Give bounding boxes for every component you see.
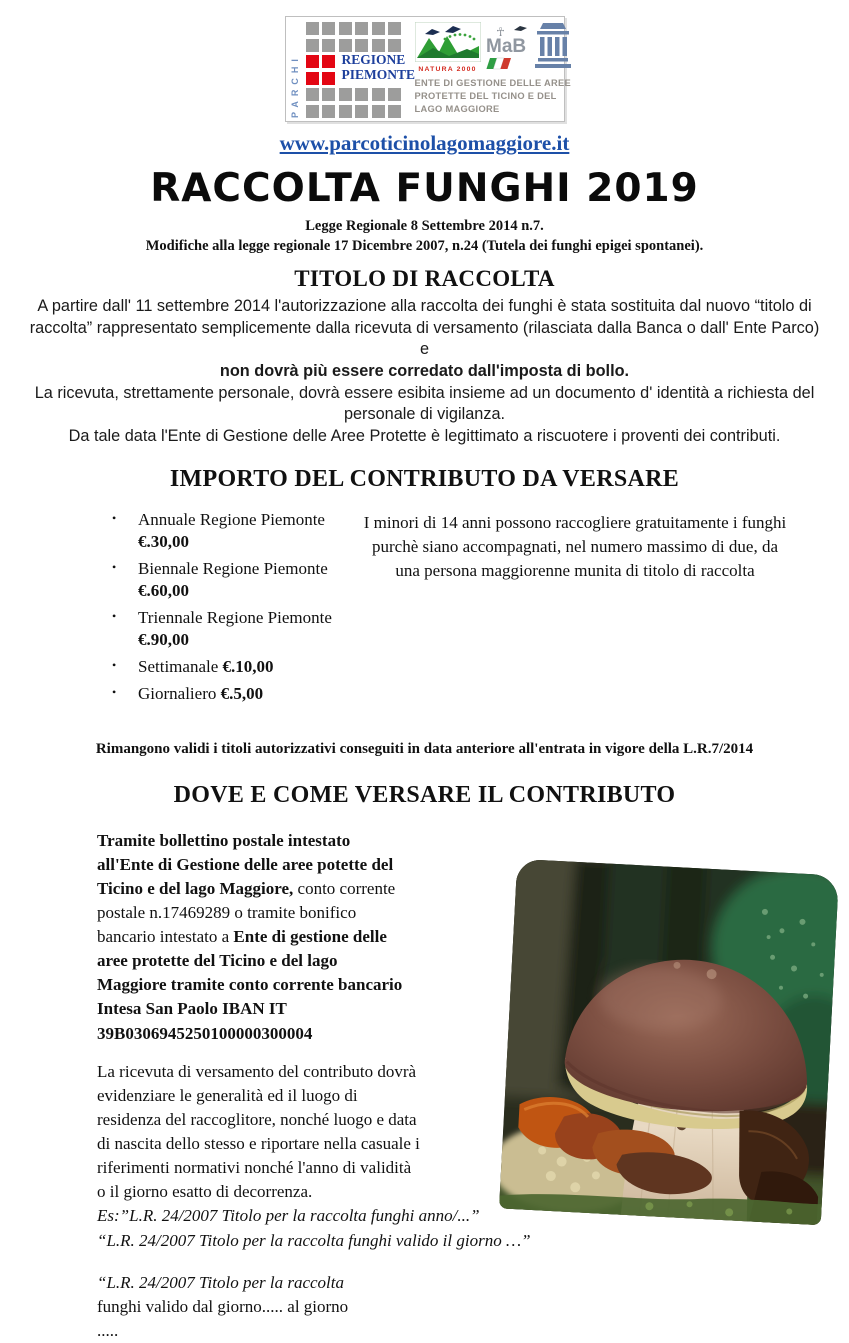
ente-line2: PROTETTE DEL TICINO E DEL xyxy=(414,91,557,101)
grid-square xyxy=(388,105,401,118)
example-line-5: ..... xyxy=(97,1320,119,1340)
grid-square xyxy=(322,55,335,68)
grid-square xyxy=(322,39,335,52)
grid-square xyxy=(322,105,335,118)
parchi-text: PARCHI xyxy=(289,54,300,118)
grid-square xyxy=(306,88,319,101)
grid-square xyxy=(355,88,368,101)
fee-price: €.30,00 xyxy=(138,531,189,551)
grid-square xyxy=(306,39,319,52)
bullet-icon: • xyxy=(112,609,117,624)
grid-square xyxy=(372,22,385,35)
pay-bold-2: Ente di gestione delle aree protette del Ticino e del lago Maggiore tramite conto corrente bancario Intesa San Paolo IBAN IT 39B0306945250100000300004 xyxy=(97,927,403,1043)
importo-columns xyxy=(0,509,849,711)
svg-text:☥: ☥ xyxy=(495,25,505,39)
grid-square xyxy=(339,88,352,101)
grid-square xyxy=(339,22,352,35)
natura-2000-logo xyxy=(415,22,481,73)
payment-paragraph-1 xyxy=(97,829,407,1046)
natura-2000-label: NATURA 2000 xyxy=(418,66,477,73)
grid-square xyxy=(306,105,319,118)
grid-square xyxy=(372,39,385,52)
page-title: RACCOLTA FUNGHI 2019 xyxy=(150,166,699,211)
minors-note: I minori di 14 anni possono raccogliere gratuitamente i funghi purchè siano accompagnati, nel numero massimo di due, da una persona maggiorenne munita di titolo di raccolta xyxy=(363,512,787,581)
section-heading-dove: DOVE E COME VERSARE IL CONTRIBUTO xyxy=(173,781,676,808)
grid-square xyxy=(355,105,368,118)
grid-square xyxy=(388,22,401,35)
grid-square xyxy=(355,39,368,52)
bullet-icon: • xyxy=(112,560,117,575)
natura-2000-icon xyxy=(415,22,481,62)
grid-square xyxy=(322,88,335,101)
example-line-1: Es:”L.R. 24/2007 Titolo per la raccolta funghi anno/...” xyxy=(97,1206,480,1226)
pay-normal: conto corrente postale n.17469289 o tramite bonifico bancario intestato a xyxy=(97,878,396,947)
law-reference xyxy=(0,217,849,256)
titolo-intro: A partire dall' 11 settembre 2014 l'autorizzazione alla raccolta dei funghi è stata sostituita dal nuovo “titolo di raccolta” rappresentato semplicemente dalla ricevuta di versamento (rilasciata dalla Banca o dall' Ente Parco) e xyxy=(29,297,820,359)
ente-line1: ENTE DI GESTIONE DELLE AREE xyxy=(414,78,572,88)
fee-label: Triennale Regione Piemonte xyxy=(138,608,332,628)
document-page xyxy=(0,16,849,1340)
logo-right-cluster xyxy=(415,22,572,116)
grid-square xyxy=(339,39,352,52)
parchi-vertical-label xyxy=(289,22,306,118)
mushroom-illustration xyxy=(499,858,839,1224)
fee-price: €.10,00 xyxy=(222,657,274,677)
grid-square xyxy=(372,105,385,118)
fee-item-triennale xyxy=(112,607,360,651)
regione-line1: REGIONE xyxy=(341,52,406,67)
section-heading-titolo: TITOLO DI RACCOLTA xyxy=(294,266,555,292)
fee-label: Annuale Regione Piemonte xyxy=(138,509,325,529)
ente-line3: LAGO MAGGIORE xyxy=(414,104,500,114)
titolo-paragraph xyxy=(29,296,821,448)
regione-piemonte-wordmark xyxy=(341,52,416,82)
fee-item-giornaliero xyxy=(112,683,360,705)
section-heading-importo: IMPORTO DEL CONTRIBUTO DA VERSARE xyxy=(169,465,680,492)
payment-paragraph-3 xyxy=(97,1271,407,1343)
grid-square xyxy=(355,22,368,35)
payment-instructions xyxy=(97,829,531,1343)
fee-label: Settimanale xyxy=(138,657,219,677)
logo-row xyxy=(415,22,572,74)
park-authority-logo xyxy=(285,16,572,122)
example-line-3: “L.R. 24/2007 Titolo per la raccolta xyxy=(97,1272,344,1292)
fee-list xyxy=(0,509,360,711)
titolo-line2: La ricevuta, strettamente personale, dovrà essere esibita insieme ad un documento d' identità a richiesta del personale di vigilanza. xyxy=(34,383,815,424)
titolo-bold-line: non dovrà più essere corredato dall'imposta di bollo. xyxy=(219,362,630,381)
validity-note: Rimangono validi i titoli autorizzativi conseguiti in data anteriore all'entrata in vigore della L.R.7/2014 xyxy=(95,740,754,757)
titolo-line3: Da tale data l'Ente di Gestione delle Aree Protette è legittimato a riscuotere i proventi dei contributi. xyxy=(68,427,781,446)
grid-square xyxy=(339,105,352,118)
fee-price: €.90,00 xyxy=(138,630,189,650)
mab-unesco-logo xyxy=(484,22,532,72)
law-line2: Modifiche alla legge regionale 17 Dicembre 2007, n.24 (Tutela dei funghi epigei spontanei). xyxy=(145,237,704,254)
bullet-icon: • xyxy=(112,685,117,700)
fee-price: €.5,00 xyxy=(220,684,264,704)
grid-square xyxy=(306,22,319,35)
fee-label: Biennale Regione Piemonte xyxy=(138,559,328,579)
fee-item-annuale xyxy=(112,509,360,553)
porcino-mushroom-photo xyxy=(499,858,839,1224)
regione-line2: PIEMONTE xyxy=(341,66,416,82)
bullet-icon: • xyxy=(112,658,117,673)
piemonte-grid xyxy=(306,22,416,118)
mab-wordmark: MaB xyxy=(485,36,526,57)
fee-item-biennale xyxy=(112,558,360,602)
ente-gestione-caption xyxy=(415,77,572,116)
grid-square xyxy=(306,72,319,85)
grid-square xyxy=(306,55,319,68)
fee-price: €.60,00 xyxy=(138,581,189,601)
grid-square xyxy=(322,72,335,85)
grid-square xyxy=(372,88,385,101)
receipt-requirements: La ricevuta di versamento del contributo dovrà evidenziare le generalità ed il luogo di residenza del raccoglitore, nonché luogo e data di nascita dello stesso e riportare nella casuale i riferimenti normativi nonché l'anno di validità o il giorno esatto di decorrenza. xyxy=(97,1061,420,1202)
grid-square xyxy=(388,39,401,52)
bottom-section xyxy=(0,827,849,1340)
bullet-icon: • xyxy=(112,510,117,525)
park-website-link[interactable]: www.parcoticinolagomaggiore.it xyxy=(279,131,570,155)
pay-bold-1: Tramite bollettino postale intestato all'Ente di Gestione delle aree potette del Ticino e del lago Maggiore, xyxy=(97,830,394,898)
fee-label: Giornaliero xyxy=(138,684,217,704)
payment-paragraph-2 xyxy=(97,1060,531,1253)
example-line-2: “L.R. 24/2007 Titolo per la raccolta funghi valido il giorno …” xyxy=(97,1230,531,1250)
unesco-temple-icon xyxy=(535,22,571,70)
grid-square xyxy=(388,88,401,101)
law-line1: Legge Regionale 8 Settembre 2014 n.7. xyxy=(305,218,544,234)
example-line-4: funghi valido dal giorno..... al giorno xyxy=(97,1296,349,1316)
grid-square xyxy=(322,22,335,35)
fee-item-settimanale xyxy=(112,656,360,678)
